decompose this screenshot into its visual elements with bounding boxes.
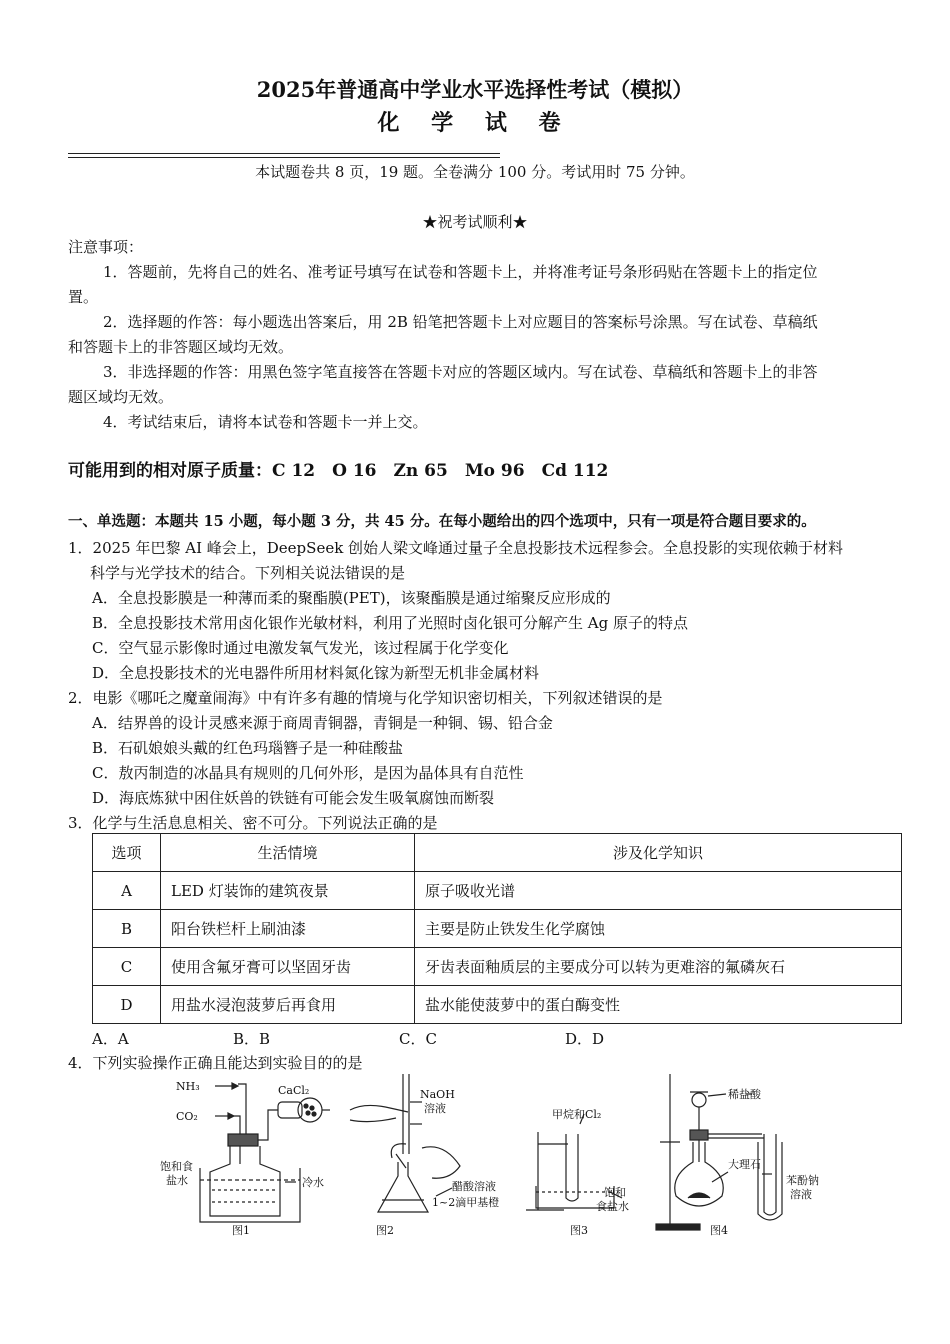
table-cell: B <box>93 910 161 948</box>
fig1-label-cacl2: CaCl₂ <box>278 1084 310 1097</box>
q3-option-b: B．B <box>233 1030 271 1048</box>
fig1-caption: 图1 <box>232 1224 250 1237</box>
exam-info: 本试题卷共 8 页，19 题。全卷满分 100 分。考试用时 75 分钟。 <box>255 163 695 181</box>
table-cell: D <box>93 986 161 1024</box>
notice-item: 和答题卡上的非答题区域均无效。 <box>68 338 294 356</box>
fig3-label-brine: 食盐水 <box>596 1200 629 1213</box>
header-rule <box>68 157 500 158</box>
exam-wish: ★祝考试顺利★ <box>422 213 528 231</box>
table-cell: 主要是防止铁发生化学腐蚀 <box>415 910 902 948</box>
fig1-label-cold-water: 冷水 <box>302 1176 324 1189</box>
q2-option-b: B．石矶娘娘头戴的红色玛瑙簪子是一种硅酸盐 <box>92 739 404 757</box>
q1-option-b: B．全息投影技术常用卤化银作光敏材料，利用了光照时卤化银可分解产生 Ag 原子的特点 <box>92 614 688 632</box>
table-cell: A <box>93 872 161 910</box>
exam-subtitle: 化 学 试 卷 <box>377 110 573 136</box>
table-cell: 阳台铁栏杆上刷油漆 <box>161 910 415 948</box>
fig2-caption: 图2 <box>376 1224 394 1237</box>
notice-item: 题区域均无效。 <box>68 388 174 406</box>
fig4-label-hcl: 稀盐酸 <box>728 1088 761 1101</box>
table-row <box>93 872 902 910</box>
table-header-cell: 选项 <box>93 834 161 872</box>
table-cell: 使用含氟牙膏可以坚固牙齿 <box>161 948 415 986</box>
q1-option-a: A．全息投影膜是一种薄而柔的聚酯膜(PET)，该聚酯膜是通过缩聚反应形成的 <box>92 589 611 607</box>
fig2-label-acetic-acid: 醋酸溶液 <box>452 1180 496 1193</box>
table-header-cell: 涉及化学知识 <box>415 834 902 872</box>
exam-title: 2025年普通高中学业水平选择性考试（模拟） <box>256 77 694 102</box>
table-header-row <box>93 834 902 872</box>
fig1-label-nh3: NH₃ <box>176 1080 200 1093</box>
fig4-label-marble: 大理石 <box>728 1158 761 1171</box>
q1-option-d: D．全息投影技术的光电器件所用材料氮化镓为新型无机非金属材料 <box>92 664 540 682</box>
notice-item: 4．考试结束后，请将本试卷和答题卡一并上交。 <box>103 413 428 431</box>
table-cell: C <box>93 948 161 986</box>
fig4-label-solution: 溶液 <box>790 1188 812 1201</box>
q3-option-d: D．D <box>565 1030 605 1048</box>
table-cell: 盐水能使菠萝中的蛋白酶变性 <box>415 986 902 1024</box>
atomic-mass: 可能用到的相对原子质量：C 12 O 16 Zn 65 Mo 96 Cd 112 <box>68 461 609 481</box>
fig2-label-naoh: NaOH <box>420 1088 455 1101</box>
fig3-label-brine: 饱和 <box>604 1186 626 1199</box>
notice-heading: 注意事项： <box>68 238 144 256</box>
table-cell: LED 灯装饰的建筑夜景 <box>161 872 415 910</box>
section-heading: 一、单选题：本题共 15 小题，每小题 3 分，共 45 分。在每小题给出的四个选项中，只有一项是符合题目要求的。 <box>68 513 816 530</box>
q2-option-c: C．敖丙制造的冰晶具有规则的几何外形，是因为晶体具有自范性 <box>92 764 524 782</box>
table-header-cell: 生活情境 <box>161 834 415 872</box>
table-cell: 牙齿表面釉质层的主要成分可以转为更难溶的氟磷灰石 <box>415 948 902 986</box>
q3-stem: 3．化学与生活息息相关、密不可分。下列说法正确的是 <box>68 814 438 832</box>
q1-option-c: C．空气显示影像时通过电激发氧气发光，该过程属于化学变化 <box>92 639 509 657</box>
fig2-label-solution: 溶液 <box>424 1102 446 1115</box>
q3-option-a: A．A <box>92 1030 129 1048</box>
q4-apparatus-figures <box>160 1072 840 1244</box>
table-row <box>93 986 902 1024</box>
table-row <box>93 948 902 986</box>
header-rule <box>68 153 500 154</box>
q3-options <box>92 1028 792 1048</box>
fig4-label-phenoxide: 苯酚钠 <box>786 1174 819 1187</box>
fig1-label-co2: CO₂ <box>176 1110 198 1123</box>
notice-item: 3．非选择题的作答：用黑色签字笔直接答在答题卡对应的答题区域内。写在试卷、草稿纸和答题卡上的非答 <box>103 363 818 381</box>
fig1-gas-absorption-apparatus <box>200 1083 330 1222</box>
table-cell: 原子吸收光谱 <box>415 872 902 910</box>
q2-stem: 2．电影《哪吒之魔童闹海》中有许多有趣的情境与化学知识密切相关，下列叙述错误的是 <box>68 689 663 707</box>
q2-option-a: A．结界兽的设计灵感来源于商周青铜器，青铜是一种铜、锡、铅合金 <box>92 714 553 732</box>
notice-item: 1．答题前，先将自己的姓名、准考证号填写在试卷和答题卡上，并将准考证号条形码贴在答题卡上的指定位 <box>103 263 818 281</box>
q4-stem: 4．下列实验操作正确且能达到实验目的的是 <box>68 1054 363 1072</box>
notice-item: 2．选择题的作答：每小题选出答案后，用 2B 铅笔把答题卡上对应题目的答案标号涂黑。写在试卷、草稿纸 <box>103 313 818 331</box>
fig2-label-indicator: 1~2滴甲基橙 <box>432 1196 500 1209</box>
fig1-label-brine: 饱和食 <box>160 1160 193 1173</box>
fig3-caption: 图3 <box>570 1224 588 1237</box>
fig4-caption: 图4 <box>710 1224 728 1237</box>
q1-stem: 科学与光学技术的结合。下列相关说法错误的是 <box>90 564 406 582</box>
table-cell: 用盐水浸泡菠萝后再食用 <box>161 986 415 1024</box>
q3-table <box>92 833 902 1024</box>
table-row <box>93 910 902 948</box>
q3-option-c: C．C <box>399 1030 437 1048</box>
q2-option-d: D．海底炼狱中困住妖兽的铁链有可能会发生吸氧腐蚀而断裂 <box>92 789 495 807</box>
notice-item: 置。 <box>68 288 99 306</box>
fig3-label-gas: 甲烷和Cl₂ <box>552 1108 602 1121</box>
fig1-label-brine: 盐水 <box>166 1174 188 1187</box>
fig4-acid-strength-apparatus <box>656 1074 782 1230</box>
q1-stem: 1．2025 年巴黎 AI 峰会上，DeepSeek 创始人梁文峰通过量子全息投影技术远程参会。全息投影的实现依赖于材料 <box>68 539 844 557</box>
